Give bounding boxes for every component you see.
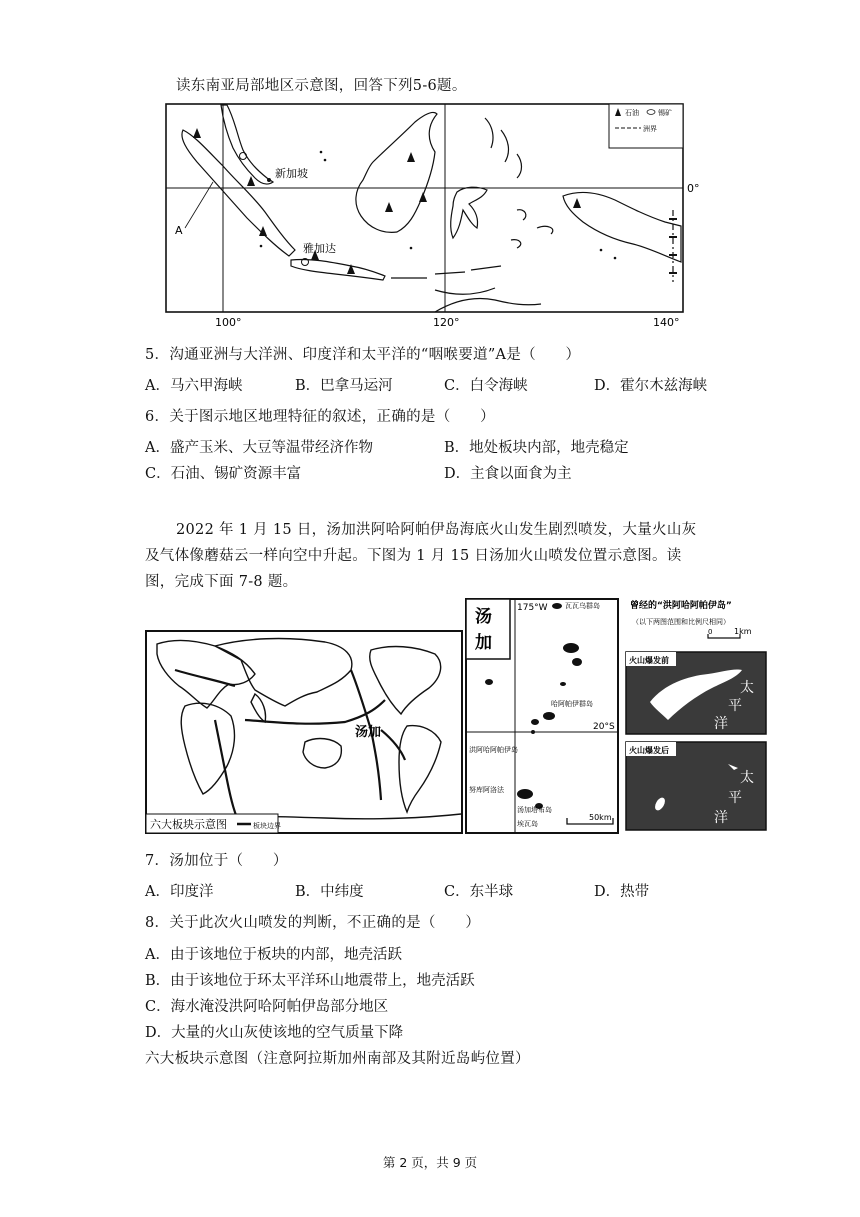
question-7-option-d: D．热带 (594, 884, 650, 900)
question-8-stem: 8．关于此次火山喷发的判断，不正确的是（ ） (145, 915, 481, 931)
question-7-option-c: C．东半球 (444, 884, 514, 900)
map4-subtitle: （以下两图范围和比例尺相同） (632, 618, 730, 626)
island-label-eua: 埃瓦岛 (517, 820, 538, 828)
label-lon-120: 120° (433, 316, 460, 329)
label-175w: 175°W (517, 603, 548, 613)
after-label: 火山爆发后 (629, 746, 669, 755)
world-plates-map (145, 630, 465, 836)
question-8-option-d: D．大量的火山灰使该地的空气质量下降 (145, 1025, 404, 1041)
map4-title: 曾经的“洪阿哈阿帕伊岛” (630, 601, 732, 611)
southeast-asia-map (165, 100, 700, 332)
question-6-option-c: C．石油、锡矿资源丰富 (145, 466, 302, 482)
label-singapore: 新加坡 (275, 167, 308, 180)
singapore-marker (267, 178, 271, 182)
map2-caption: 六大板块示意图 (150, 818, 227, 831)
ocean-label-tai-2: 太 (740, 770, 754, 786)
ocean-label-ping-2: 平 (728, 790, 742, 806)
map-frame (166, 104, 683, 312)
question-8-option-a: A．由于该地位于板块的内部，地壳活跃 (145, 947, 402, 963)
intro-text-1: 读东南亚局部地区示意图，回答下列5-6题。 (176, 78, 467, 94)
map3-title-2: 加 (475, 633, 492, 653)
question-7-option-a: A．印度洋 (145, 884, 214, 900)
question-7-stem: 7．汤加位于（ ） (145, 853, 288, 869)
intro-text-2-line3: 图，完成下面 7-8 题。 (145, 574, 298, 590)
ocean-label-tai-1: 太 (740, 680, 754, 696)
legend-tin-label: 锡矿 (658, 109, 672, 117)
island-label-hunga: 洪阿哈阿帕伊岛 (469, 746, 518, 754)
intro-text-2-line2: 及气体像蘑菇云一样向空中升起。下图为 1 月 15 日汤加火山喷发位置示意图。读 (145, 548, 682, 564)
map4-scale-label: 1km (734, 627, 752, 636)
question-8-option-c: C．海水淹没洪阿哈阿帕伊岛部分地区 (145, 999, 389, 1015)
map2-frame (146, 631, 462, 833)
label-jakarta: 雅加达 (303, 242, 336, 255)
question-6-option-d: D．主食以面食为主 (444, 466, 572, 482)
question-5-option-a: A．马六甲海峡 (145, 378, 243, 394)
legend-border-label: 洲界 (643, 125, 657, 133)
intro-text-2-line1: 2022 年 1 月 15 日，汤加洪阿哈阿帕伊岛海底火山发生剧烈喷发，大量火山灰 (176, 522, 697, 538)
question-8-option-b: B．由于该地位于环太平洋环山地震带上，地壳活跃 (145, 973, 475, 989)
question-7-option-b: B．中纬度 (295, 884, 364, 900)
svg-text:0: 0 (708, 628, 713, 636)
label-20s: 20°S (593, 722, 615, 732)
label-lon-140: 140° (653, 316, 680, 329)
label-lat-0: 0° (687, 182, 700, 195)
question-5-option-d: D．霍尔木兹海峡 (594, 378, 708, 394)
map2-legend: 板块边界 (253, 822, 281, 830)
island-label-haapai: 哈阿帕伊群岛 (551, 700, 593, 708)
question-6-stem: 6．关于图示地区地理特征的叙述，正确的是（ ） (145, 409, 495, 425)
question-5-option-c: C．白令海峡 (444, 378, 528, 394)
question-6-option-a: A．盛产玉米、大豆等温带经济作物 (145, 440, 373, 456)
page-footer: 第 2 页，共 9 页 (382, 1155, 478, 1170)
question-5-option-b: B．巴拿马运河 (295, 378, 393, 394)
legend-oil-label: 石油 (625, 109, 639, 117)
map3-title-1: 汤 (475, 607, 492, 627)
label-A: A (175, 224, 183, 237)
question-6-option-b: B．地处板块内部，地壳稳定 (444, 440, 629, 456)
ocean-label-yang-2: 洋 (714, 810, 728, 826)
label-tonga: 汤加 (355, 725, 382, 740)
label-lon-100: 100° (215, 316, 242, 329)
before-label: 火山爆发前 (629, 656, 669, 665)
map3-scale-label: 50km (589, 813, 612, 822)
island-label-nukualofa: 努库阿洛法 (469, 786, 504, 794)
question-5-stem: 5．沟通亚洲与大洋洲、印度洋和太平洋的“咽喉要道”A是（ ） (145, 347, 581, 363)
island-label-vavau: 瓦瓦乌群岛 (565, 602, 600, 610)
island-label-tongatapu: 汤加塔布岛 (517, 806, 552, 814)
eruption-comparison-map (624, 596, 770, 832)
ocean-label-yang-1: 洋 (714, 716, 728, 732)
ocean-label-ping-1: 平 (728, 698, 742, 714)
plates-note: 六大板块示意图（注意阿拉斯加州南部及其附近岛屿位置） (145, 1051, 530, 1067)
tonga-islands-map (465, 598, 620, 836)
